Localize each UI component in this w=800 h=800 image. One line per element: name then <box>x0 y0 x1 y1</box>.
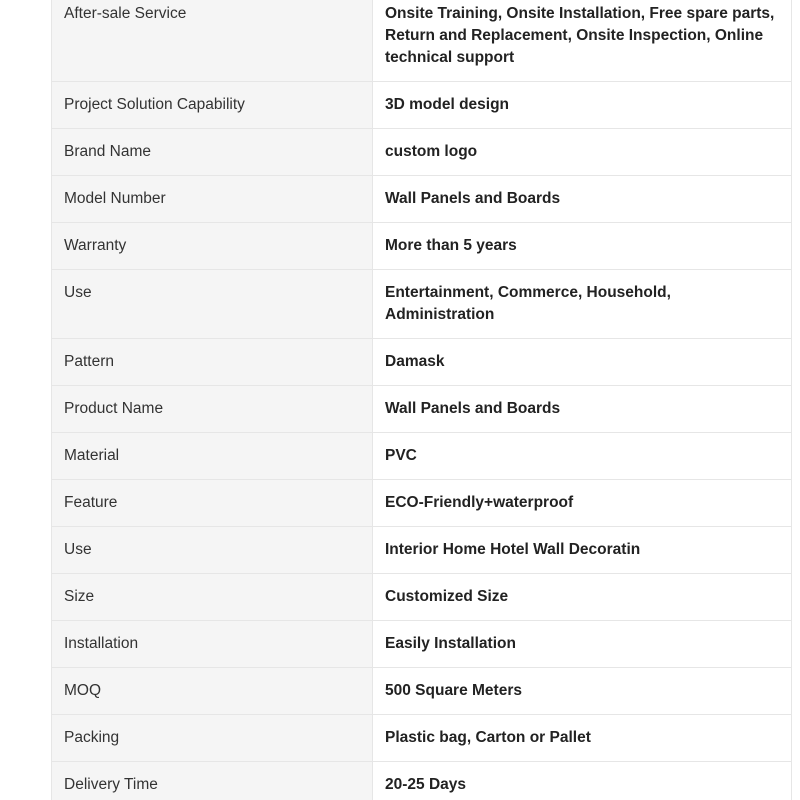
spec-value: PVC <box>373 433 792 480</box>
table-row <box>52 668 792 715</box>
product-spec-table <box>51 0 792 800</box>
table-row <box>52 82 792 129</box>
table-row <box>52 339 792 386</box>
spec-key: Project Solution Capability <box>52 82 373 129</box>
spec-value: Customized Size <box>373 574 792 621</box>
spec-value: 500 Square Meters <box>373 668 792 715</box>
table-row <box>52 270 792 339</box>
spec-value: Wall Panels and Boards <box>373 386 792 433</box>
spec-key: Delivery Time <box>52 762 373 800</box>
spec-key: Use <box>52 270 373 339</box>
table-row <box>52 715 792 762</box>
spec-key: Model Number <box>52 176 373 223</box>
table-row <box>52 574 792 621</box>
spec-key: Product Name <box>52 386 373 433</box>
spec-value: 3D model design <box>373 82 792 129</box>
table-row <box>52 176 792 223</box>
spec-value: ECO-Friendly+waterproof <box>373 480 792 527</box>
spec-key: Material <box>52 433 373 480</box>
spec-key: Pattern <box>52 339 373 386</box>
table-row <box>52 386 792 433</box>
table-row <box>52 129 792 176</box>
table-row <box>52 433 792 480</box>
spec-value: Plastic bag, Carton or Pallet <box>373 715 792 762</box>
table-row <box>52 223 792 270</box>
spec-key: Feature <box>52 480 373 527</box>
spec-value: Onsite Training, Onsite Installation, Free spare parts, Return and Replacement, Onsite Inspection, Online technical support <box>373 0 792 82</box>
spec-value: Interior Home Hotel Wall Decoratin <box>373 527 792 574</box>
table-row <box>52 621 792 668</box>
table-row <box>52 0 792 82</box>
table-row <box>52 480 792 527</box>
spec-value: Damask <box>373 339 792 386</box>
spec-key: Brand Name <box>52 129 373 176</box>
spec-value: custom logo <box>373 129 792 176</box>
spec-value: Entertainment, Commerce, Household, Administration <box>373 270 792 339</box>
spec-value: Wall Panels and Boards <box>373 176 792 223</box>
spec-key: Packing <box>52 715 373 762</box>
spec-key: Size <box>52 574 373 621</box>
spec-key: Use <box>52 527 373 574</box>
spec-value: Easily Installation <box>373 621 792 668</box>
spec-key: MOQ <box>52 668 373 715</box>
spec-key: After-sale Service <box>52 0 373 82</box>
spec-key: Installation <box>52 621 373 668</box>
table-row <box>52 762 792 800</box>
spec-value: More than 5 years <box>373 223 792 270</box>
spec-key: Warranty <box>52 223 373 270</box>
spec-value: 20-25 Days <box>373 762 792 800</box>
table-row <box>52 527 792 574</box>
